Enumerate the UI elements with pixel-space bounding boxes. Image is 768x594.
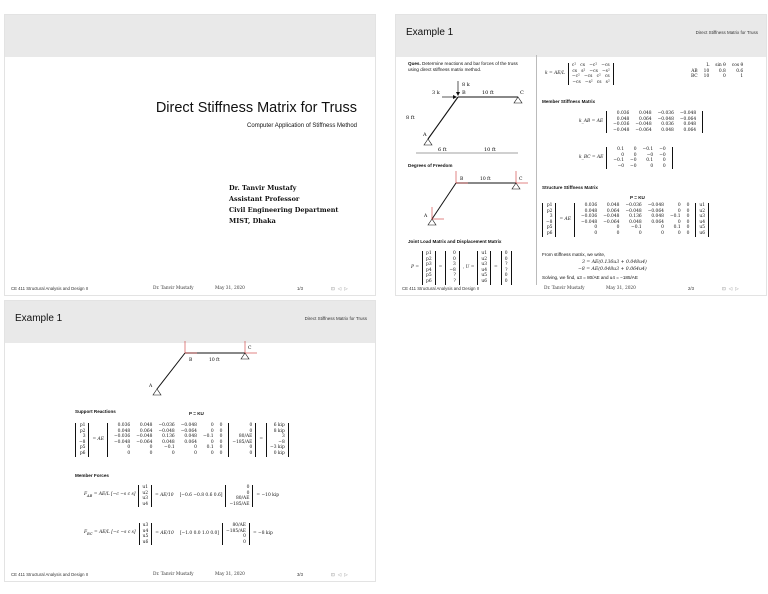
footer-date: May 31, 2020 bbox=[606, 286, 636, 291]
author-position: Assistant Professor bbox=[229, 195, 300, 203]
structure-k-cell: −0.1 bbox=[164, 445, 175, 451]
k-bc-cell: 0 bbox=[650, 163, 654, 169]
structure-k-cell: 0 bbox=[686, 203, 690, 208]
footer-author: Dr. Tanvir Mustafy bbox=[153, 572, 194, 577]
k-ab-cell: 0.048 bbox=[683, 122, 697, 128]
fab-u-entry: 80/AE bbox=[235, 496, 250, 502]
displacement-vector-entry: u4 bbox=[481, 267, 488, 273]
structure-k-cell: −0.1 bbox=[202, 434, 214, 440]
displacement-vector-entry: u3 bbox=[481, 262, 488, 268]
k-bc-cell: 0.1 bbox=[646, 158, 654, 164]
displacement-vector-entry: u5 bbox=[481, 273, 488, 279]
structure-k-cell: 0 bbox=[127, 450, 131, 456]
node-b-label: B bbox=[462, 90, 466, 96]
k-bc-cell: −0 bbox=[617, 163, 625, 169]
u-vector-entry: u4 bbox=[699, 219, 706, 225]
footer-author: Dr. Tanvir Mustafy bbox=[544, 286, 585, 291]
structure-stiffness-heading: Structure Stiffness Matrix bbox=[542, 185, 598, 190]
question-block bbox=[408, 61, 526, 73]
displacement-vector-entry: u6 bbox=[481, 278, 488, 284]
question-text: Determine reactions and bar forces of the truss using direct stiffness matrix method. bbox=[408, 61, 518, 73]
structure-k-cell: 0.036 bbox=[584, 203, 598, 208]
displacement-value-entry: 0 bbox=[504, 251, 508, 256]
structure-k-cell: 0 bbox=[219, 450, 223, 456]
structure-k-cell: 0 bbox=[219, 439, 223, 445]
k-ab-cell: −0.048 bbox=[657, 116, 674, 122]
k-bc-cell: 0 bbox=[633, 147, 637, 152]
geometry-cell: 0 bbox=[723, 74, 726, 80]
reaction-value-entry: −8 bbox=[278, 439, 285, 445]
load-value-entry: 3 bbox=[453, 262, 456, 268]
fbc-u-entry: −185/AE bbox=[226, 528, 246, 534]
footer-page: 3/3 bbox=[297, 572, 303, 577]
displacement-vector-entry: u2 bbox=[481, 256, 488, 262]
structure-k-cell: 0 bbox=[210, 439, 214, 445]
support-reactions-heading: Support Reactions bbox=[75, 409, 116, 414]
height-label: 8 ft bbox=[406, 115, 415, 121]
structure-k-cell: −0.048 bbox=[625, 208, 642, 214]
u-vector-entry: u1 bbox=[699, 203, 706, 208]
pku-label: P = KU bbox=[189, 411, 204, 416]
structure-k-cell: 0.136 bbox=[629, 214, 642, 220]
structure-k-cell: 0 bbox=[686, 225, 690, 231]
structure-k-cell: 0 bbox=[616, 230, 620, 236]
k-ab-cell: −0.036 bbox=[613, 122, 630, 128]
reaction-value-entry: 8 kip bbox=[273, 428, 285, 434]
author-institution: MIST, Dhaka bbox=[229, 217, 276, 225]
structure-k-cell: −0.048 bbox=[180, 423, 197, 428]
geometry-cell: 1 bbox=[740, 74, 744, 80]
presentation-subtitle: Computer Application of Stiffness Method bbox=[247, 123, 357, 129]
k-bc-cell: −0 bbox=[630, 158, 637, 164]
structure-k-cell: −0.1 bbox=[669, 214, 681, 220]
structure-k-cell: −0.036 bbox=[580, 214, 598, 220]
structure-k-cell: 0 bbox=[677, 203, 681, 208]
fab-u-entry: 0 bbox=[246, 490, 250, 496]
equations-block bbox=[542, 251, 762, 281]
pku-label: P = KU bbox=[630, 195, 645, 200]
footer-course: CE 411 Structural Analysis and Design II bbox=[11, 286, 89, 291]
fab-row: [−0.6 −0.8 0.6 0.6] bbox=[179, 493, 223, 499]
p-vector-entry: p5 bbox=[79, 445, 86, 451]
structure-k-cell: 0 bbox=[638, 230, 642, 236]
k-ab-cell: 0.036 bbox=[661, 122, 674, 128]
load-value-entry: 0 bbox=[453, 251, 456, 256]
structure-k-cell: 0.036 bbox=[117, 423, 131, 428]
force-bc: $F_{BC} = AE/L$ [−c −s c s] u3 u4 u5 u6 = AE/10 [−1.0 0.0 1.0 0.0] 80/AE −185/AE 0 0 = −8 kip bbox=[81, 523, 276, 545]
d3-node-c: C bbox=[248, 346, 252, 351]
geometry-cell: 0.6 bbox=[736, 68, 744, 74]
p-vector-entry: p6 bbox=[79, 450, 86, 456]
structure-k-cell: −0.048 bbox=[113, 439, 131, 445]
structure-k-cell: −0.048 bbox=[136, 434, 153, 440]
reaction-matrix: p1 p2 3 −8 p5 p6 = AE 0.036 0.048 −0.036 −0.048 0 0 0.048 0.064 −0.048 −0.064 0 0 −0.036 −0.048 0.136 0.048 −0.1 0 −0.048 −0.064 0.048 0.064 0 0 0 0 −0.1 0 0.1 0 0 0 0 0 0 0 0 0 80/AE −185/AE 0 0 = 6 kip 8 kip 3 −8 −3 kip 0 kip bbox=[75, 423, 289, 457]
load-value-entry: −8 bbox=[449, 267, 456, 273]
member-stiffness-heading: Member Stiffness Matrix bbox=[542, 99, 596, 104]
member-forces-heading: Member Forces bbox=[75, 473, 109, 478]
structure-k-cell: 0 bbox=[210, 423, 214, 428]
author-department: Civil Engineering Department bbox=[229, 206, 339, 214]
structure-k-cell: −0.064 bbox=[603, 219, 620, 225]
k-bc-cell: 0 bbox=[662, 163, 666, 169]
author-name: Dr. Tanvir Mustafy bbox=[229, 184, 297, 192]
top-load-label: 8 k bbox=[462, 82, 470, 88]
u-vector-entry: u3 bbox=[699, 214, 706, 220]
k-ab-cell: 0.048 bbox=[639, 111, 652, 116]
structure-k-cell: −0.036 bbox=[625, 203, 642, 208]
structure-k-cell: 0 bbox=[219, 445, 223, 451]
structure-k-cell: 0 bbox=[210, 450, 214, 456]
structure-k-cell: 0 bbox=[594, 230, 598, 236]
displacement-value-entry: 0 bbox=[504, 256, 508, 262]
joint-load-heading: Joint Load Matrix and Displacement Matrix bbox=[408, 239, 502, 244]
d3-span: 10 ft bbox=[209, 358, 220, 363]
u-value-entry: 0 bbox=[249, 450, 253, 456]
span-bottom-label: 10 ft bbox=[484, 147, 496, 153]
structure-k-cell: −0.036 bbox=[158, 423, 175, 428]
k-bc-cell: −0 bbox=[659, 152, 666, 158]
truss-dof-diagram bbox=[135, 331, 265, 403]
reaction-value-entry: 3 bbox=[281, 434, 285, 440]
fbc-result: = −8 kip bbox=[252, 531, 273, 537]
structure-k-cell: −0.048 bbox=[603, 214, 620, 220]
structure-k-cell: 0.048 bbox=[184, 434, 197, 440]
width-label: 6 ft bbox=[438, 147, 447, 153]
p-vector-entry: −8 bbox=[546, 219, 553, 225]
dof-span: 10 ft bbox=[480, 177, 491, 182]
structure-k-cell: 0.1 bbox=[673, 225, 681, 231]
frame-title: Example 1 bbox=[406, 27, 454, 38]
fbc-u-entry: 0 bbox=[243, 539, 246, 545]
structure-k-cell: 0.048 bbox=[162, 439, 175, 445]
structure-k-cell: −0.048 bbox=[158, 428, 175, 434]
displacement-value-entry: ? bbox=[505, 262, 508, 268]
k-bc-cell: 0 bbox=[633, 152, 637, 158]
footer-author: Dr. Tanvir Mustafy bbox=[153, 286, 194, 291]
structure-k-cell: −0.064 bbox=[136, 439, 153, 445]
load-value-entry: 0 bbox=[453, 256, 456, 262]
k-bc-cell: 0 bbox=[621, 152, 625, 158]
k-bc-cell: −0 bbox=[659, 147, 666, 152]
equation-2: −8 = AE(0.048u3 + 0.064u4) bbox=[578, 267, 647, 272]
force-ab: $F_{AB} = AE/L$ [−c −s c s] u1 u2 u3 u4 = AE/10 [−0.6 −0.8 0.6 0.6] 0 0 80/AE −185/AE = −10 kip bbox=[81, 485, 282, 507]
load-value-entry: ? bbox=[453, 273, 456, 279]
presentation-title: Direct Stiffness Matrix for Truss bbox=[155, 100, 357, 116]
k-bc-label: k_BC = AE bbox=[579, 155, 604, 161]
from-text: From stiffness matrix, we write, bbox=[542, 252, 606, 257]
displacement-vector-entry: u1 bbox=[481, 251, 488, 256]
reaction-value-entry: −3 kip bbox=[270, 445, 285, 451]
p-vector-entry: −8 bbox=[79, 439, 86, 445]
nav-controls-icon[interactable]: ⊡ ◁ ▷ bbox=[331, 286, 349, 291]
structure-k-cell: 0 bbox=[677, 219, 681, 225]
structure-k-cell: 0 bbox=[149, 450, 153, 456]
k-ab-cell: 0.048 bbox=[661, 127, 674, 133]
structure-k-cell: 0 bbox=[686, 214, 690, 220]
p-vector-entry: p2 bbox=[79, 428, 86, 434]
structure-k-cell: 0 bbox=[686, 219, 690, 225]
structure-k-cell: −0.048 bbox=[647, 203, 664, 208]
structure-k-cell: −0.036 bbox=[113, 434, 131, 440]
node-a-label: A bbox=[423, 132, 427, 138]
k-general-matrix: k = AE/L c² cs −c² −cs cs s² −cs −s² −c² −cs c² cs −cs −s² cs s² bbox=[542, 63, 614, 85]
structure-k-cell: 0.1 bbox=[206, 445, 214, 451]
geometry-cell: BC bbox=[691, 74, 698, 80]
running-head: Direct Stiffness Matrix for Truss bbox=[695, 30, 758, 35]
structure-k-cell: 0.064 bbox=[184, 439, 197, 445]
structure-k-cell: −0.048 bbox=[580, 219, 598, 225]
load-vector-entry: p1 bbox=[426, 251, 432, 256]
footer-date: May 31, 2020 bbox=[215, 286, 245, 291]
fab-u-entry: −185/AE bbox=[229, 501, 250, 507]
fab-u-entry: 0 bbox=[246, 485, 250, 490]
column-divider bbox=[536, 55, 537, 285]
k-bc-cell: −0 bbox=[630, 163, 637, 169]
structure-k-cell: −0.1 bbox=[631, 225, 642, 231]
k-ab-cell: 0.064 bbox=[639, 116, 652, 122]
fbc-row: [−1.0 0.0 1.0 0.0] bbox=[179, 531, 220, 537]
dof-node-b: B bbox=[460, 177, 464, 182]
author-block bbox=[229, 183, 338, 227]
u-vector-entry: u2 bbox=[699, 208, 706, 214]
structure-k-cell: 0.064 bbox=[651, 219, 664, 225]
dof-heading: Degrees of Freedom bbox=[408, 163, 453, 168]
footer-course: CE 411 Structural Analysis and Design II bbox=[11, 572, 89, 577]
k-bc-cell: −0.1 bbox=[613, 158, 625, 164]
k-ab-cell: −0.064 bbox=[635, 127, 652, 133]
k-ab-cell: −0.064 bbox=[679, 116, 697, 122]
geometry-cell: AB bbox=[691, 68, 698, 74]
k-ab-cell: 0.036 bbox=[616, 111, 630, 116]
u-vector-entry: u6 bbox=[699, 230, 706, 236]
structure-k-cell: 0 bbox=[149, 445, 153, 451]
p-vector-entry: 3 bbox=[549, 214, 553, 220]
footer-page: 2/3 bbox=[688, 286, 694, 291]
geometry-cell: 10 bbox=[703, 68, 710, 74]
geometry-cell: 0.8 bbox=[718, 68, 726, 74]
structure-k-cell: 0.064 bbox=[606, 208, 620, 214]
slide-example-1a bbox=[395, 14, 767, 296]
d3-node-b: B bbox=[189, 358, 193, 363]
dof-node-a: A bbox=[424, 214, 428, 219]
running-head: Direct Stiffness Matrix for Truss bbox=[304, 316, 367, 321]
k-ab-cell: −0.036 bbox=[657, 111, 674, 116]
structure-k-cell: 0.048 bbox=[651, 214, 664, 220]
structure-k-cell: 0 bbox=[677, 208, 681, 214]
slide-example-1b bbox=[4, 300, 376, 582]
structure-k-cell: 0 bbox=[686, 230, 690, 236]
u-value-entry: 0 bbox=[249, 445, 253, 451]
structure-k-cell: 0.048 bbox=[584, 208, 598, 214]
p-vector-entry: p1 bbox=[79, 423, 86, 428]
truss-diagram bbox=[404, 77, 534, 159]
structure-k-cell: 0 bbox=[616, 225, 620, 231]
structure-k-cell: 0 bbox=[127, 445, 131, 451]
structure-k-cell: 0.048 bbox=[629, 219, 642, 225]
structure-k-cell: 0.048 bbox=[117, 428, 131, 434]
structure-stiffness-matrix: p1 p2 3 −8 p5 p6 = AE 0.036 0.048 −0.036 −0.048 0 0 0.048 0.064 −0.048 −0.064 0 0 −0.036 −0.048 0.136 0.048 −0.1 0 −0.048 −0.064 0.048 0.064 0 0 0 0 −0.1 0 0.1 0 0 0 0 0 0 0 u1 u2 u3 u4 u5 u6 bbox=[542, 203, 709, 237]
structure-k-cell: 0 bbox=[219, 434, 223, 440]
question-label: Ques. bbox=[408, 61, 421, 66]
slide-footer bbox=[396, 283, 766, 295]
dof-diagram bbox=[416, 169, 534, 229]
geometry-cell: 10 bbox=[703, 74, 710, 80]
k-ab-matrix bbox=[576, 111, 703, 133]
reaction-value-entry: 6 kip bbox=[273, 423, 285, 428]
k-ab-cell: 0.064 bbox=[683, 127, 697, 133]
structure-k-cell: 0.048 bbox=[606, 203, 620, 208]
structure-k-cell: 0.136 bbox=[162, 434, 175, 440]
structure-k-cell: 0 bbox=[210, 428, 214, 434]
u-value-entry: −185/AE bbox=[232, 439, 253, 445]
footer-page: 1/3 bbox=[297, 286, 303, 291]
displacement-value-entry: 0 bbox=[504, 278, 508, 284]
fab-result: = −10 kip bbox=[256, 493, 280, 499]
structure-k-cell: −0.064 bbox=[180, 428, 197, 434]
geometry-cell: cos θ bbox=[731, 63, 744, 68]
structure-k-cell: 0 bbox=[171, 450, 175, 456]
geometry-cell: sin θ bbox=[715, 63, 726, 68]
geometry-cell: L bbox=[706, 63, 710, 68]
frame-title: Example 1 bbox=[15, 313, 63, 324]
structure-k-cell: 0 bbox=[219, 428, 223, 434]
node-c-label: C bbox=[520, 90, 524, 96]
slide-title bbox=[4, 14, 376, 296]
k-ab-cell: 0.048 bbox=[616, 116, 630, 122]
fbc-u-entry: 0 bbox=[243, 534, 246, 540]
u-value-entry: 0 bbox=[249, 423, 253, 428]
p-vector-entry: p5 bbox=[546, 225, 553, 231]
k-bc-cell: −0.1 bbox=[642, 147, 654, 152]
equation-1: 3 = AE(0.136u3 + 0.048u4) bbox=[582, 259, 647, 265]
k-ab-cell: −0.048 bbox=[679, 111, 697, 116]
k-bc-cell: 0.1 bbox=[617, 147, 625, 152]
k-ab-cell: −0.048 bbox=[635, 122, 652, 128]
footer-date: May 31, 2020 bbox=[215, 572, 245, 577]
slide-footer bbox=[5, 283, 375, 295]
k-bc-cell: 0 bbox=[662, 158, 666, 164]
structure-k-cell: 0 bbox=[219, 423, 223, 428]
fbc-u-entry: 80/AE bbox=[232, 523, 246, 528]
k-bc-cell: −0 bbox=[646, 152, 654, 158]
load-value-entry: ? bbox=[453, 278, 456, 284]
nav-controls-icon[interactable]: ⊡ ◁ ▷ bbox=[722, 286, 740, 291]
reaction-value-entry: 0 kip bbox=[273, 450, 285, 456]
side-load-label: 3 k bbox=[432, 90, 440, 96]
u-vector-entry: u5 bbox=[699, 225, 706, 231]
slide-header-bar bbox=[5, 15, 375, 57]
k-bc-matrix bbox=[576, 147, 673, 169]
load-vector-entry: p4 bbox=[426, 267, 432, 273]
joint-load-matrix: P = p1 p2 p3 p4 p5 p6 = 0 0 3 −8 ? ? , U = u1 u2 u3 u4 u5 u6 = 0 0 ? ? 0 0 bbox=[408, 251, 512, 285]
k-ab-label: k_AB = AE bbox=[579, 119, 604, 125]
structure-k-cell: 0 bbox=[194, 445, 197, 451]
structure-k-cell: 0 bbox=[686, 208, 690, 214]
load-vector-entry: p3 bbox=[426, 262, 432, 268]
structure-k-cell: 0 bbox=[594, 225, 598, 231]
slide-footer bbox=[5, 569, 375, 581]
structure-k-cell: 0 bbox=[661, 230, 664, 236]
structure-k-cell: −0.064 bbox=[647, 208, 664, 214]
displacement-value-entry: 0 bbox=[504, 273, 508, 279]
nav-controls-icon[interactable]: ⊡ ◁ ▷ bbox=[331, 572, 349, 577]
p-vector-entry: 3 bbox=[82, 434, 86, 440]
structure-k-cell: 0.064 bbox=[139, 428, 153, 434]
structure-k-cell: 0 bbox=[194, 450, 197, 456]
k-ab-cell: −0.048 bbox=[613, 127, 630, 133]
p-vector-entry: p2 bbox=[546, 208, 553, 214]
solution-text: Solving, we find, u3 = 80/AE and u4 = −185/AE bbox=[542, 274, 638, 280]
u-value-entry: 80/AE bbox=[238, 434, 253, 440]
load-vector-entry: p6 bbox=[426, 278, 432, 284]
load-vector-entry: p5 bbox=[426, 273, 432, 279]
displacement-value-entry: ? bbox=[505, 267, 508, 273]
p-vector-entry: p1 bbox=[546, 203, 553, 208]
u-value-entry: 0 bbox=[249, 428, 253, 434]
dof-node-c: C bbox=[519, 177, 523, 182]
span-label: 10 ft bbox=[482, 90, 494, 96]
structure-k-cell: 0.048 bbox=[139, 423, 153, 428]
structure-k-cell: 0 bbox=[661, 225, 664, 231]
member-geometry-table bbox=[688, 63, 746, 80]
p-vector-entry: p6 bbox=[546, 230, 553, 236]
load-vector-entry: p2 bbox=[426, 256, 432, 262]
structure-k-cell: 0 bbox=[677, 230, 681, 236]
d3-node-a: A bbox=[149, 384, 153, 389]
footer-course: CE 411 Structural Analysis and Design II bbox=[402, 286, 480, 291]
